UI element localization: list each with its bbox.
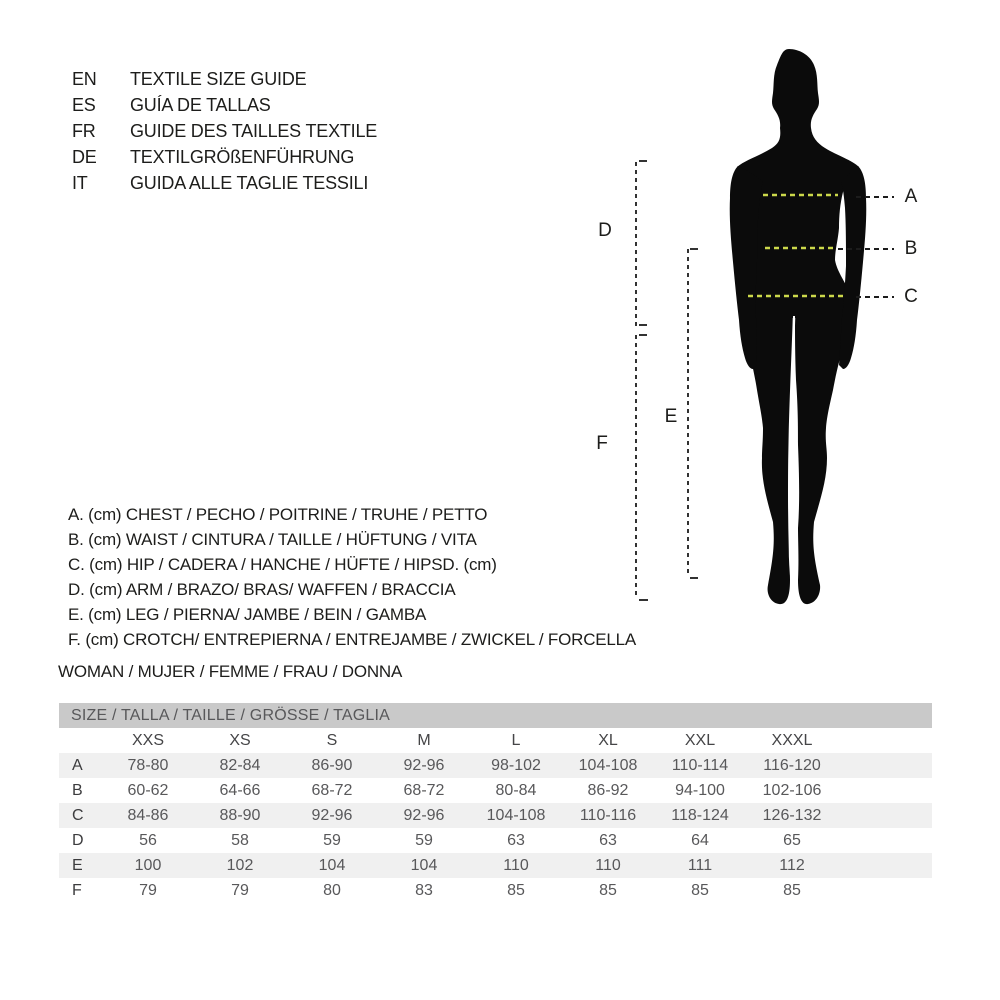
col-header: XXL: [684, 732, 716, 749]
value-cell: 100: [134, 857, 162, 874]
col-header: XXXL: [771, 732, 813, 749]
silhouette-right-arm: [839, 166, 866, 369]
value-cell: 80-84: [495, 782, 537, 799]
value-cell: 79: [139, 882, 157, 899]
table-row-arm: [59, 828, 932, 853]
filler-cell: [838, 778, 932, 803]
value-cell: 110-116: [579, 807, 637, 824]
lang-code: IT: [72, 173, 88, 193]
value-cell: 85: [783, 882, 801, 899]
row-label: A: [72, 757, 83, 774]
value-cell: 59: [323, 832, 341, 849]
value-cell: 88-90: [219, 807, 261, 824]
value-cell: 102-106: [762, 782, 822, 799]
value-cell: 85: [507, 882, 525, 899]
value-cell: 98-102: [491, 757, 541, 774]
value-cell: 85: [599, 882, 617, 899]
lang-code: DE: [72, 147, 97, 167]
value-cell: 60-62: [127, 782, 169, 799]
measurement-legend: [68, 502, 636, 652]
value-cell: 85: [691, 882, 709, 899]
value-cell: 65: [783, 832, 801, 849]
value-cell: 82-84: [219, 757, 261, 774]
title-text: TEXTILGRÖßENFÜHRUNG: [130, 147, 355, 167]
chest-label: A: [904, 186, 918, 207]
filler-cell: [838, 728, 932, 753]
title-text: TEXTILE SIZE GUIDE: [130, 69, 307, 89]
row-label: C: [72, 807, 84, 824]
corner-cell: [59, 728, 102, 753]
value-cell: 104-108: [578, 757, 638, 774]
filler-cell: [838, 828, 932, 853]
table-row-leg: [59, 853, 932, 878]
legend-chest: A. (cm) CHEST / PECHO / POITRINE / TRUHE / PETTO: [68, 505, 488, 524]
value-cell: 79: [231, 882, 249, 899]
value-cell: 110-114: [671, 757, 729, 774]
value-cell: 92-96: [403, 807, 445, 824]
value-cell: 86-90: [311, 757, 353, 774]
value-cell: 78-80: [127, 757, 169, 774]
title-text: GUIDE DES TAILLES TEXTILE: [130, 121, 378, 141]
col-header: L: [511, 732, 521, 749]
col-header: M: [417, 732, 431, 749]
row-label: D: [72, 832, 84, 849]
value-cell: 102: [226, 857, 254, 874]
gender-heading: WOMAN / MUJER / FEMME / FRAU / DONNA: [58, 662, 403, 681]
value-cell: 58: [231, 832, 249, 849]
col-header: XXS: [131, 732, 164, 749]
row-label: E: [72, 857, 83, 874]
table-row-chest: [59, 753, 932, 778]
arm-label: D: [598, 220, 612, 241]
lang-code: ES: [72, 95, 96, 115]
table-row-waist: [59, 778, 932, 803]
title-text: GUIDA ALLE TAGLIE TESSILI: [130, 173, 369, 193]
value-cell: 110: [503, 857, 529, 874]
size-table: [59, 703, 932, 903]
filler-cell: [838, 753, 932, 778]
table-row-crotch: [59, 878, 932, 903]
value-cell: 68-72: [311, 782, 353, 799]
value-cell: 104-108: [486, 807, 546, 824]
value-cell: 64: [691, 832, 709, 849]
value-cell: 110: [595, 857, 621, 874]
value-cell: 86-92: [587, 782, 629, 799]
col-header: XL: [598, 732, 618, 749]
value-cell: 111: [687, 857, 713, 874]
col-header: XS: [229, 732, 251, 749]
waist-label: B: [904, 238, 918, 259]
size-table-column-headers: [59, 728, 932, 753]
value-cell: 80: [323, 882, 341, 899]
legend-waist: B. (cm) WAIST / CINTURA / TAILLE / HÜFTUNG / VITA: [68, 530, 477, 549]
col-header: S: [326, 732, 338, 749]
size-table-title: SIZE / TALLA / TAILLE / GRÖSSE / TAGLIA: [59, 703, 932, 728]
crotch-label: F: [596, 433, 608, 454]
row-label: F: [72, 882, 82, 899]
value-cell: 63: [507, 832, 525, 849]
value-cell: 63: [599, 832, 617, 849]
value-cell: 112: [779, 857, 805, 874]
row-label: B: [72, 782, 83, 799]
value-cell: 92-96: [311, 807, 353, 824]
hip-label: C: [904, 286, 918, 307]
filler-cell: [838, 803, 932, 828]
legend-hip: C. (cm) HIP / CADERA / HANCHE / HÜFTE / HIPSD. (cm): [68, 555, 497, 574]
value-cell: 126-132: [762, 807, 822, 824]
value-cell: 92-96: [403, 757, 445, 774]
value-cell: 84-86: [127, 807, 169, 824]
filler-cell: [838, 853, 932, 878]
value-cell: 116-120: [763, 757, 821, 774]
leg-label: E: [664, 406, 678, 427]
lang-code: FR: [72, 121, 96, 141]
table-row-hip: [59, 803, 932, 828]
legend-leg: E. (cm) LEG / PIERNA/ JAMBE / BEIN / GAMBA: [68, 605, 427, 624]
value-cell: 104: [318, 857, 346, 874]
value-cell: 56: [139, 832, 157, 849]
lang-code: EN: [72, 69, 97, 89]
value-cell: 64-66: [219, 782, 261, 799]
legend-crotch: F. (cm) CROTCH/ ENTREPIERNA / ENTREJAMBE / ZWICKEL / FORCELLA: [68, 630, 637, 649]
value-cell: 104: [410, 857, 438, 874]
value-cell: 59: [415, 832, 433, 849]
value-cell: 68-72: [403, 782, 445, 799]
filler-cell: [838, 878, 932, 903]
title-text: GUÍA DE TALLAS: [130, 95, 271, 115]
value-cell: 118-124: [671, 807, 729, 824]
value-cell: 83: [415, 882, 433, 899]
value-cell: 94-100: [675, 782, 725, 799]
legend-arm: D. (cm) ARM / BRAZO/ BRAS/ WAFFEN / BRACCIA: [68, 580, 456, 599]
